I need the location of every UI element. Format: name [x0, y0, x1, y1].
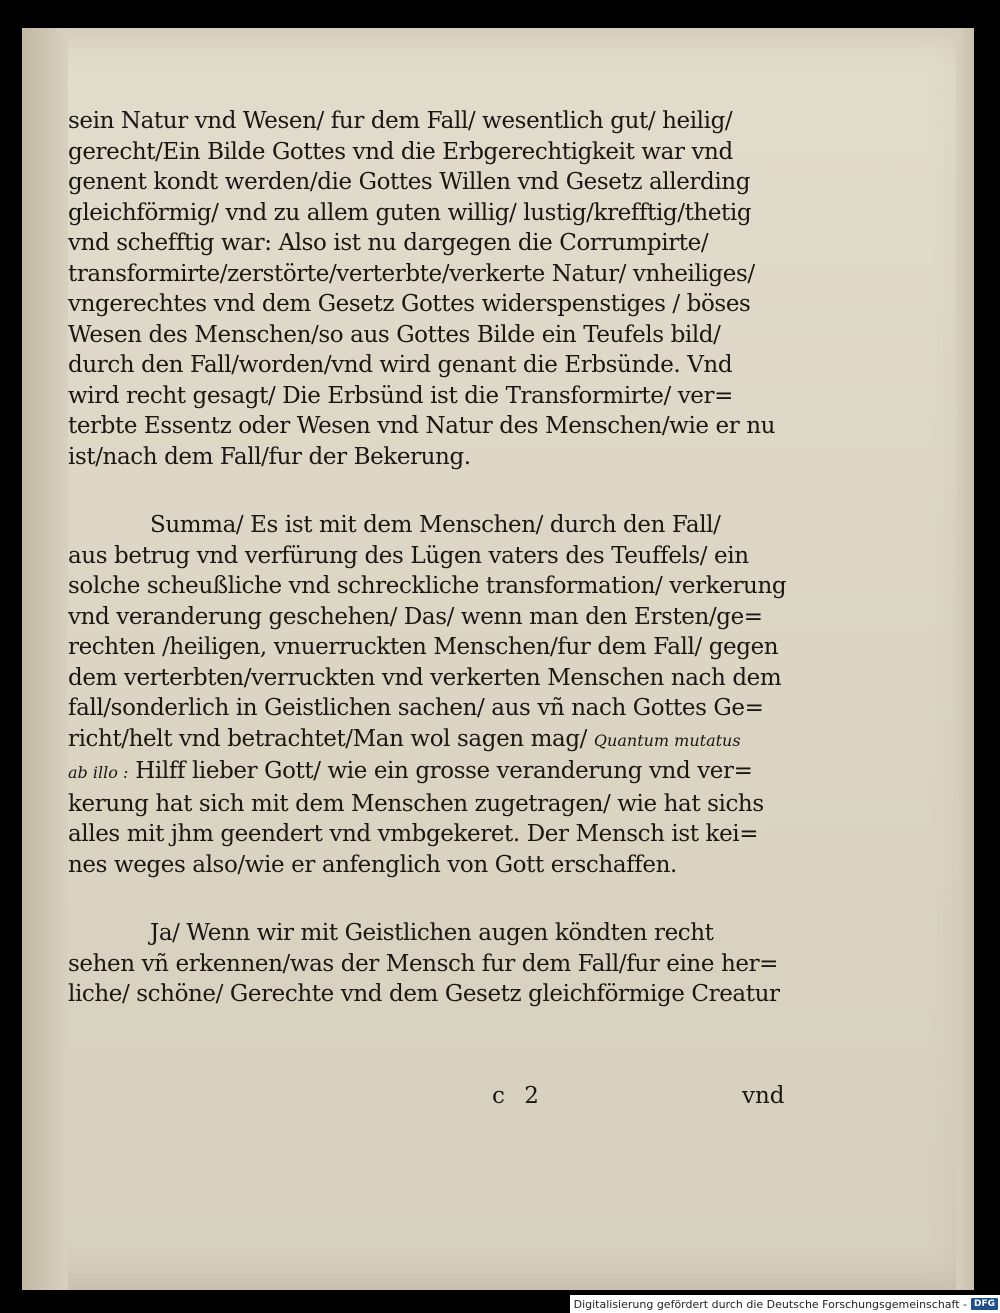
text-line: gerecht/Ein Bilde Gottes vnd die Erbgerechtigkeit war vnd — [68, 138, 733, 165]
text-line: wird recht gesagt/ Die Erbsünd ist die Transformirte/ ver= — [68, 382, 733, 409]
text-line: vngerechtes vnd dem Gesetz Gottes widerspenstiges / böses — [68, 291, 751, 317]
text-line: kerung hat sich mit dem Menschen zugetragen/ wie hat sichs — [68, 790, 764, 817]
paragraph-gap — [68, 880, 792, 918]
text-line: solche scheußliche vnd schreckliche transformation/ verkerung — [68, 573, 787, 599]
text-line: ist/nach dem Fall/fur der Bekerung. — [68, 443, 471, 470]
text-line — [68, 756, 792, 789]
text-line — [68, 724, 792, 757]
text-fragment: Hilff lieber Gott/ wie ein grosse veranderung vnd ver= — [135, 758, 753, 784]
paragraph-gap — [68, 472, 792, 510]
catchword: vnd — [742, 1083, 785, 1109]
text-line: nes weges also/wie er anfenglich von Gott erschaffen. — [68, 851, 677, 878]
digitization-credit — [570, 1295, 1000, 1313]
text-line: rechten /heiligen, vnuerruckten Menschen/fur dem Fall/ gegen — [68, 634, 779, 660]
page-text — [68, 106, 792, 1010]
text-line: terbte Essentz oder Wesen vnd Natur des Menschen/wie er nu — [68, 413, 776, 439]
latin-quote: ab illo : — [68, 763, 129, 782]
text-line: alles mit jhm geendert vnd vmbgekeret. Der Mensch ist kei= — [68, 821, 759, 847]
text-line: genent kondt werden/die Gottes Willen vnd Gesetz allerding — [68, 169, 751, 195]
book-page — [22, 28, 974, 1290]
text-line: sehen vñ erkennen/was der Mensch fur dem Fall/fur eine her= — [68, 950, 779, 977]
signature-mark: c 2 — [492, 1083, 545, 1109]
latin-quote: Quantum mutatus — [593, 730, 741, 750]
dfg-logo: DFG — [971, 1298, 998, 1310]
text-line: vnd veranderung geschehen/ Das/ wenn man den Ersten/ge= — [68, 603, 763, 630]
page-edge — [956, 28, 974, 1290]
text-line: Ja/ Wenn wir mit Geistlichen augen köndten recht — [150, 920, 714, 946]
page-gutter — [22, 28, 68, 1290]
text-line: vnd schefftig war: Also ist nu dargegen die Corrumpirte/ — [68, 230, 709, 256]
text-line: sein Natur vnd Wesen/ fur dem Fall/ wesentlich gut/ heilig/ — [68, 108, 733, 134]
text-line: aus betrug vnd verfürung des Lügen vaters des Teuffels/ ein — [68, 542, 749, 569]
text-line: fall/sonderlich in Geistlichen sachen/ aus vñ nach Gottes Ge= — [68, 695, 764, 721]
credit-text: Digitalisierung gefördert durch die Deutsche Forschungsgemeinschaft - — [573, 1297, 967, 1311]
text-line: transformirte/zerstörte/verterbte/verkerte Natur/ vnheiliges/ — [68, 260, 755, 287]
text-line: dem verterbten/verruckten vnd verkerten Menschen nach dem — [68, 664, 782, 691]
text-line: liche/ schöne/ Gerechte vnd dem Gesetz gleichförmige Creatur — [68, 981, 780, 1007]
text-line: Summa/ Es ist mit dem Menschen/ durch den Fall/ — [150, 512, 721, 538]
text-line: Wesen des Menschen/so aus Gottes Bilde ein Teufels bild/ — [68, 321, 721, 348]
text-line: gleichförmig/ vnd zu allem guten willig/ lustig/krefftig/thetig — [68, 199, 752, 226]
text-line: durch den Fall/worden/vnd wird genant die Erbsünde. Vnd — [68, 352, 733, 378]
text-fragment: richt/helt vnd betrachtet/Man wol sagen mag/ — [68, 725, 587, 752]
